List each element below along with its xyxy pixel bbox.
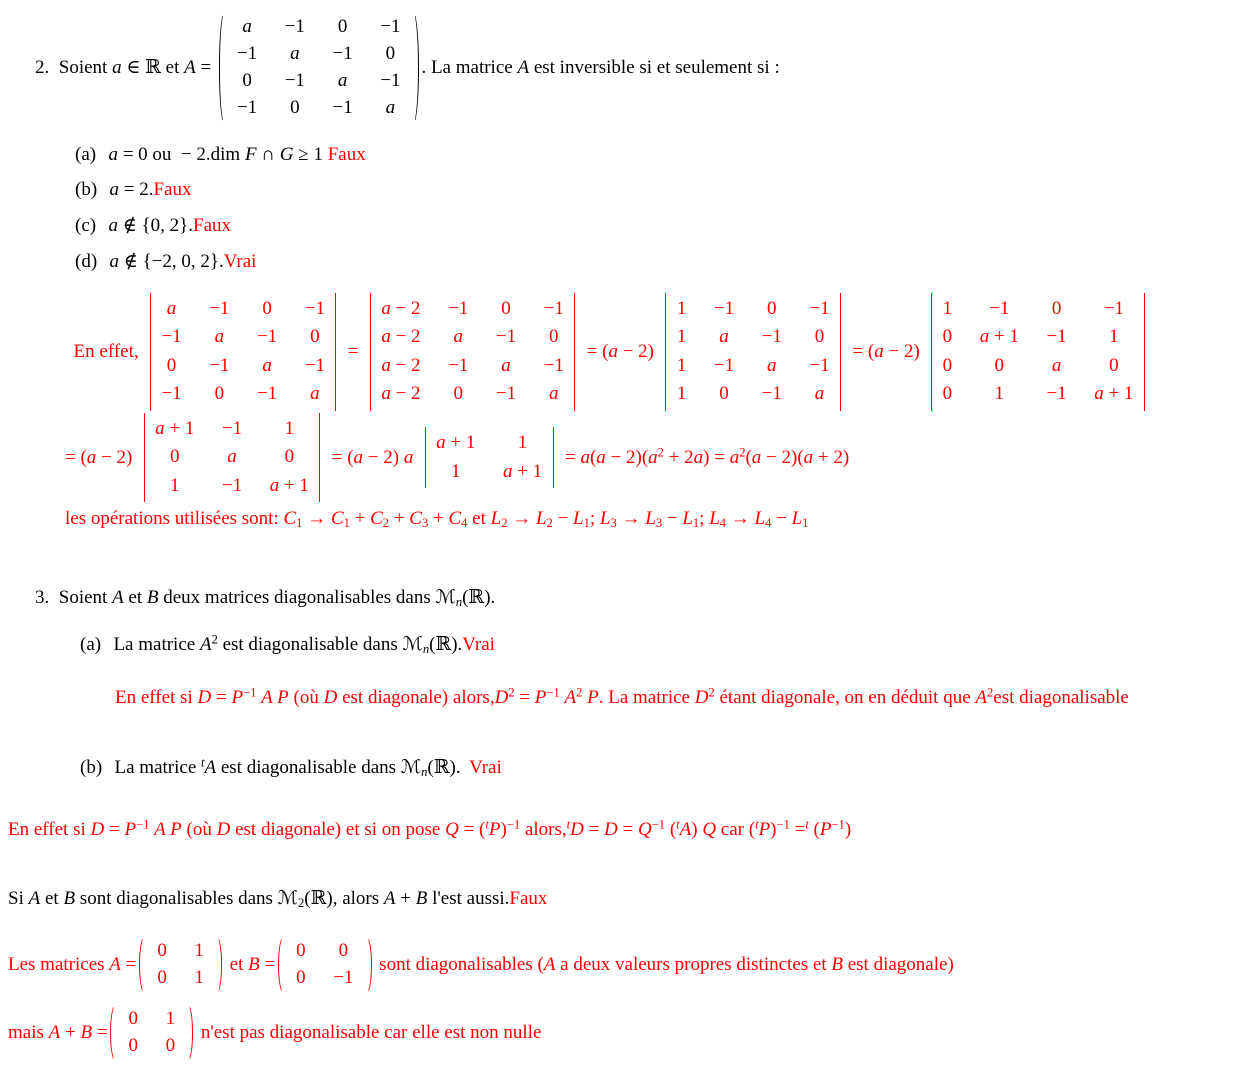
matrix-cell: a + 1 — [979, 326, 1019, 348]
matrix-cell: 0 — [284, 446, 295, 468]
matrix-cell: 0 — [170, 446, 180, 468]
matrix-cell: 1 — [676, 354, 687, 376]
matrix-cell: a + 1 — [155, 417, 195, 439]
matrix-cell: −1 — [543, 354, 564, 376]
proof-intro: En effet, — [73, 340, 139, 362]
matrix-cell: 1 — [451, 460, 461, 482]
option-a — [75, 144, 1231, 166]
equals-2: = (a − 2) — [586, 340, 655, 362]
right-paren — [407, 12, 419, 124]
matrix-cell: 0 — [242, 69, 252, 91]
matrix-cell: a + 1 — [1094, 383, 1134, 405]
matrix-cell: a — [814, 383, 825, 405]
item-a-explanation: En effet si $D = P^{-1}$ A P (où D est diagonale) $alors,D^2 = P^{-1}$ $A^2$ P. La matrice $D^2$ étant diagonale, on en déduit que $A^2est$ diagonalisable — [115, 686, 1129, 709]
matrix-cell: −1 — [284, 69, 305, 91]
matrix-cell: −1 — [221, 474, 243, 496]
option-d-verdict: Vrai — [223, 250, 257, 272]
matrix-cell: 0 — [814, 326, 825, 348]
option-c — [75, 214, 1231, 237]
question-2-statement — [35, 12, 1231, 124]
matrix-cell: 1 — [170, 474, 180, 496]
matrix-cell: −1 — [332, 42, 353, 64]
left-paren — [278, 936, 290, 994]
matrix-cell: −1 — [304, 354, 325, 376]
matrix-cell: −1 — [332, 96, 353, 118]
determinant-3x3-minor — [144, 413, 321, 503]
item-b-explanation: En effet si $D = P^{-1}$ A P (où D est diagonale) et si on pose $Q = (^tP)^{-1}$ alors,$^t$D = $D = Q^{-1}$ ($^t$A) Q car $(^tP)^{-1} =^t$ $(P^{-1})$ — [8, 817, 852, 840]
matrix-cell: 1 — [1109, 326, 1119, 348]
equals-4: = (a − 2) — [65, 446, 133, 468]
option-b — [75, 179, 1231, 201]
item-a-text: La matrice $A^2$ est diagonalisable dans ℳ$_n$(ℝ). — [113, 633, 463, 657]
matrix-cell: a — [310, 383, 320, 405]
determinant-proof — [65, 293, 1231, 531]
question-3-item-a — [80, 633, 1231, 656]
determinant-row-reduced — [931, 293, 1145, 411]
matrix-cell: 1 — [194, 939, 204, 961]
matrix-cell: −1 — [761, 326, 782, 348]
matrix-cell: a — [262, 354, 272, 376]
option-b-verdict: Faux — [153, 178, 192, 200]
matrix-cell: a — [767, 354, 777, 376]
matrix-cell: 0 — [296, 966, 306, 988]
counterexample-mid: et B = — [224, 953, 276, 975]
matrix-cell: a — [385, 96, 396, 118]
counterexample-conclusion-1: sont diagonalisables (A a deux valeurs propres distinctes et B est diagonale) — [374, 953, 954, 975]
matrix-cell: 0 — [166, 354, 177, 376]
matrix-cell: 0 — [501, 297, 511, 319]
question-2-number: 2. — [35, 56, 50, 78]
matrix-cell: a — [242, 16, 252, 37]
matrix-cell: 0 — [290, 96, 300, 118]
matrix-cell: a — [548, 383, 559, 405]
matrix-cell: −1 — [989, 297, 1010, 319]
option-b-text: a = 2. — [109, 178, 154, 200]
matrix-cell: −1 — [713, 297, 735, 319]
option-a-text: a = 0 ou − 2.dim F ∩ G ≥ 1 — [108, 143, 328, 165]
matrix-cell: a + 1 — [269, 474, 309, 496]
option-c-label: (c) — [75, 214, 97, 236]
matrix-A-example — [139, 936, 222, 994]
item-b-text: La matrice $^t$A est diagonalisable dans ℳ$_n$(ℝ). — [114, 755, 461, 780]
matrix-cell: 0 — [128, 1034, 139, 1056]
matrix-cell: −1 — [236, 96, 258, 118]
matrix-cell: 0 — [214, 383, 225, 405]
matrix-cell: 0 — [767, 297, 777, 319]
determinant-first-column-ones — [665, 293, 841, 411]
equals-1: = — [347, 340, 359, 362]
matrix-cell: 0 — [296, 939, 306, 961]
question-3-statement — [35, 586, 1231, 609]
matrix-cell: −1 — [1103, 297, 1124, 319]
question-3-intro: Soient A et B deux matrices diagonalisables dans ℳ$_n$(ℝ). — [58, 587, 496, 610]
matrix-cell: −1 — [809, 297, 830, 319]
matrix-sum-example-entries — [122, 1004, 182, 1062]
sum-diagonalizable-statement — [8, 887, 1231, 910]
matrix-A-example-entries — [151, 936, 211, 994]
matrix-cell: −1 — [1046, 326, 1067, 348]
matrix-cell: −1 — [221, 417, 243, 439]
matrix-cell: 0 — [942, 354, 953, 376]
option-c-text: a ∉ {0, 2}. — [108, 214, 193, 236]
question-2-intro: Soient a ∈ ℝ et A = — [58, 57, 212, 79]
matrix-cell: a — [719, 326, 729, 348]
option-d-label: (d) — [75, 250, 98, 272]
matrix-cell: 1 — [194, 966, 204, 988]
question-2-options — [75, 144, 1231, 273]
matrix-cell: −1 — [209, 354, 230, 376]
determinant-columns-summed — [370, 293, 575, 411]
matrix-cell: 0 — [262, 297, 272, 319]
matrix-sum-example — [110, 1004, 193, 1062]
proof-line-2 — [65, 413, 1231, 503]
option-b-label: (b) — [75, 178, 98, 200]
matrix-cell: −1 — [495, 326, 517, 348]
matrix-cell: a — [501, 354, 511, 376]
matrix-cell: a − 2 — [381, 297, 421, 319]
right-paren — [211, 936, 223, 994]
matrix-cell: −1 — [256, 383, 278, 405]
question-3-number: 3. — [35, 586, 50, 608]
matrix-A — [219, 12, 419, 124]
item-a-verdict: Vrai — [462, 634, 495, 656]
matrix-cell: −1 — [713, 354, 735, 376]
matrix-cell: 0 — [453, 383, 463, 405]
item-b-label: (b) — [80, 756, 103, 778]
left-paren — [139, 936, 151, 994]
matrix-cell: a — [453, 326, 463, 348]
matrix-cell: −1 — [333, 966, 354, 988]
right-paren — [360, 936, 372, 994]
matrix-cell: −1 — [209, 297, 230, 319]
item-b-verdict: Vrai — [469, 756, 502, 778]
matrix-cell: −1 — [256, 326, 278, 348]
matrix-cell: −1 — [448, 354, 469, 376]
equals-3: = (a − 2) — [852, 340, 920, 362]
option-c-verdict: Faux — [193, 214, 231, 236]
matrix-A-entries — [230, 12, 407, 124]
equals-5: = (a − 2) a — [331, 446, 414, 468]
matrix-cell: 0 — [338, 939, 349, 961]
left-paren — [110, 1004, 122, 1062]
matrix-cell: 1 — [942, 297, 953, 319]
determinant-2x2-minor — [425, 427, 554, 488]
left-paren — [219, 12, 231, 124]
matrix-cell: −1 — [380, 69, 401, 91]
matrix-cell: 0 — [1051, 297, 1062, 319]
question-2-condition: . La matrice A est inversible si et seulement si : — [421, 56, 780, 78]
counterexample-sum-intro: mais A + B = — [8, 1021, 108, 1043]
counterexample-line-2 — [8, 1004, 1231, 1062]
matrix-cell: 0 — [719, 383, 729, 405]
matrix-cell: a + 1 — [502, 460, 543, 482]
matrix-cell: −1 — [304, 297, 325, 319]
matrix-cell: 0 — [942, 383, 953, 405]
matrix-cell: 0 — [157, 939, 167, 961]
matrix-cell: 0 — [1109, 354, 1119, 376]
matrix-cell: −1 — [161, 326, 182, 348]
determinant-original — [150, 293, 336, 411]
matrix-cell: a — [337, 69, 348, 91]
matrix-cell: 0 — [128, 1007, 139, 1029]
matrix-cell: −1 — [495, 383, 517, 405]
matrix-cell: 0 — [385, 42, 396, 64]
matrix-cell: 1 — [676, 383, 687, 405]
matrix-cell: −1 — [380, 16, 401, 37]
counterexample-line-1 — [8, 936, 1231, 994]
matrix-B-example-entries — [290, 936, 361, 994]
option-a-verdict: Faux — [327, 143, 366, 165]
operations-note: les opérations utilisées sont: $C_1 \to C_1 + C_2 + C_3 + C_4$ et $L_2 \to L_2 - L_1$; $L_3 \to L_3 - L_1$; $L_4 \to L_4 - L_1$ — [65, 508, 809, 531]
matrix-cell: 0 — [942, 326, 953, 348]
matrix-cell: −1 — [284, 16, 305, 37]
matrix-cell: −1 — [161, 383, 182, 405]
proof-result: = $a(a - 2)(a^2 + 2a) = a^2(a - 2)(a + 2)$ — [564, 445, 850, 468]
matrix-cell: a — [166, 297, 177, 319]
matrix-cell: 0 — [165, 1034, 176, 1056]
matrix-cell: a − 2 — [381, 354, 421, 376]
question-2 — [35, 12, 1231, 530]
question-3-item-b — [80, 756, 1231, 779]
counterexample-intro: Les matrices A = — [8, 953, 137, 975]
matrix-cell: 0 — [310, 326, 320, 348]
matrix-cell: 0 — [994, 354, 1005, 376]
matrix-cell: 1 — [676, 297, 687, 319]
right-paren — [182, 1004, 194, 1062]
sum-statement-verdict: Faux — [509, 887, 548, 909]
matrix-cell: −1 — [543, 297, 564, 319]
matrix-cell: a — [227, 446, 237, 468]
matrix-cell: −1 — [761, 383, 782, 405]
sum-statement-text: Si A et B sont diagonalisables dans ℳ$_2$(ℝ), alors A + B l'est aussi. — [8, 887, 510, 911]
matrix-cell: 1 — [994, 383, 1005, 405]
matrix-cell: a — [1051, 354, 1062, 376]
matrix-cell: 1 — [517, 432, 528, 454]
matrix-cell: −1 — [236, 42, 258, 64]
matrix-cell: a + 1 — [436, 432, 476, 454]
option-a-label: (a) — [75, 143, 97, 165]
matrix-cell: −1 — [448, 297, 469, 319]
matrix-cell: 0 — [548, 326, 559, 348]
question-3 — [35, 586, 1231, 779]
matrix-cell: a − 2 — [381, 383, 421, 405]
proof-line-1 — [65, 293, 1231, 411]
matrix-cell: 0 — [157, 966, 167, 988]
matrix-B-example — [278, 936, 372, 994]
matrix-cell: a − 2 — [381, 326, 421, 348]
matrix-cell: 1 — [165, 1007, 176, 1029]
matrix-cell: a — [290, 42, 300, 64]
matrix-cell: −1 — [809, 354, 830, 376]
item-a-label: (a) — [80, 634, 102, 656]
option-d — [75, 250, 1231, 273]
matrix-cell: 0 — [337, 16, 348, 37]
matrix-cell: −1 — [1046, 383, 1067, 405]
option-d-text: a ∉ {−2, 0, 2}. — [109, 250, 224, 272]
counterexample-conclusion-2: n'est pas diagonalisable car elle est non nulle — [196, 1021, 542, 1043]
matrix-cell: 1 — [284, 417, 295, 439]
matrix-cell: 1 — [676, 326, 687, 348]
matrix-cell: a — [214, 326, 225, 348]
